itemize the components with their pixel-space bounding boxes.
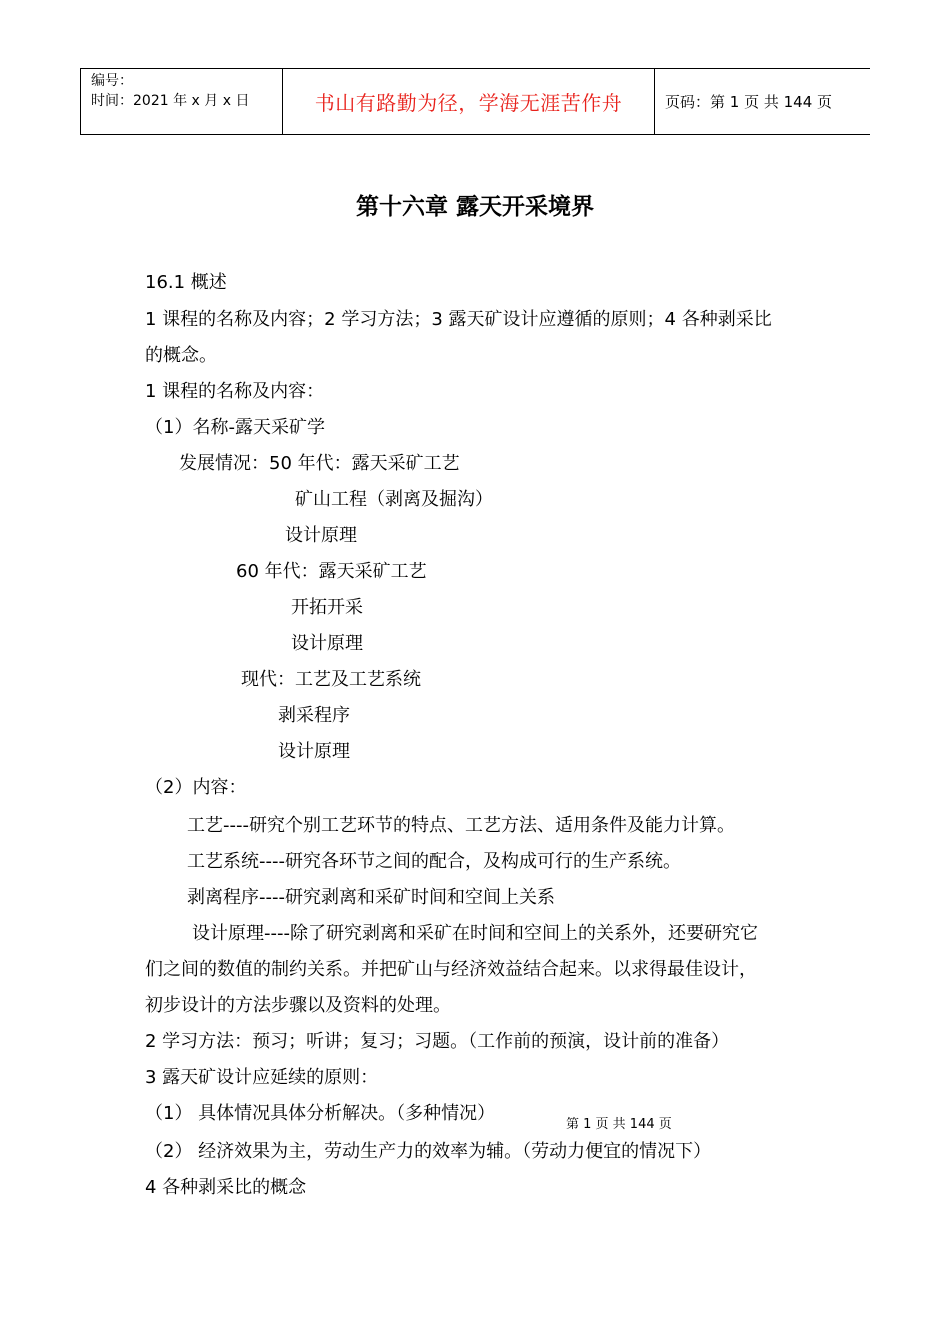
section-heading: 16.1 概述 [145, 272, 227, 293]
body-line: 工艺系统----研究各环节之间的配合，及构成可行的生产系统。 [187, 851, 681, 872]
body-line: 发展情况：50 年代：露天采矿工艺 [179, 453, 460, 474]
body-line: 现代：工艺及工艺系统 [241, 669, 421, 690]
body-line: 开拓开采 [291, 597, 363, 618]
body-line: 工艺----研究个别工艺环节的特点、工艺方法、适用条件及能力计算。 [187, 815, 735, 836]
body-line: 剥采程序 [278, 705, 350, 726]
body-line: 设计原理 [285, 525, 357, 546]
footer-page-note: 第 1 页 共 144 页 [566, 1117, 672, 1132]
motto: 书山有路勤为径，学海无涯苦作舟 [314, 91, 623, 115]
body-line: 初步设计的方法步骤以及资料的处理。 [145, 995, 451, 1016]
number-label: 编号： [91, 73, 133, 89]
body-line: 60 年代：露天采矿工艺 [236, 561, 427, 582]
body-line: 1 课程的名称及内容；2 学习方法；3 露天矿设计应遵循的原则；4 各种剥采比 [145, 309, 772, 330]
body-line: 设计原理 [291, 633, 363, 654]
body-line: （1）名称-露天采矿学 [145, 417, 325, 438]
page-label: 页码：第 1 页 共 144 页 [665, 93, 833, 111]
body-line: （2）内容： [145, 777, 247, 798]
body-line: 剥离程序----研究剥离和采矿时间和空间上关系 [187, 887, 555, 908]
body-line: 2 学习方法：预习；听讲；复习；习题。（工作前的预演，设计前的准备） [145, 1031, 730, 1052]
header-table [80, 68, 870, 135]
header-meta-cell [81, 69, 283, 134]
body-line: 1 课程的名称及内容： [145, 381, 325, 402]
time-label: 时间：2021 年 x 月 x 日 [91, 93, 250, 109]
body-line: 们之间的数值的制约关系。并把矿山与经济效益结合起来。以求得最佳设计， [145, 959, 757, 980]
header-motto-cell [283, 69, 655, 134]
body-line: 3 露天矿设计应延续的原则： [145, 1067, 379, 1088]
body-line: （1） 具体情况具体分析解决。（多种情况） [145, 1103, 496, 1124]
body-line: 设计原理 [278, 741, 350, 762]
body-line: 的概念。 [145, 345, 217, 366]
body-line: 4 各种剥采比的概念 [145, 1177, 307, 1198]
chapter-title: 第十六章 露天开采境界 [355, 194, 594, 220]
body-line: 设计原理----除了研究剥离和采矿在时间和空间上的关系外，还要研究它 [192, 923, 758, 944]
body-line: （2） 经济效果为主，劳动生产力的效率为辅。（劳动力便宜的情况下） [145, 1141, 712, 1162]
body-line: 矿山工程（剥离及掘沟） [295, 489, 493, 510]
header-page-cell [655, 69, 871, 134]
